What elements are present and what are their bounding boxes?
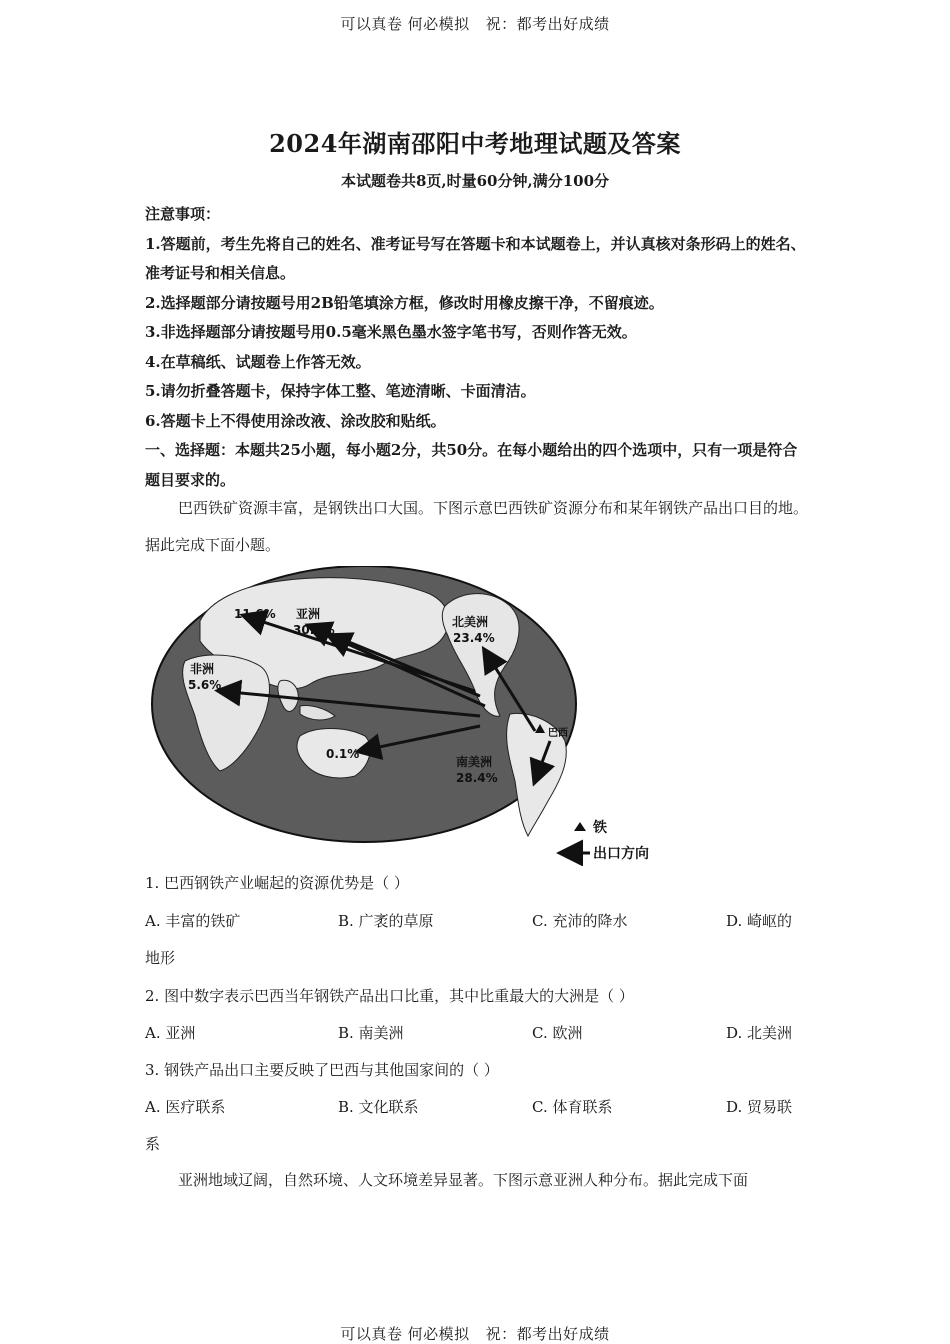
option-c[interactable]: C. 体育联系: [532, 1098, 613, 1116]
option-c[interactable]: C. 充沛的降水: [532, 912, 628, 930]
question-stem: 2. 图中数字表示巴西当年钢铁产品出口比重，其中比重最大的大洲是（ ）: [145, 987, 634, 1005]
option-d-continuation: 系: [145, 1135, 161, 1153]
page-header: [0, 13, 950, 34]
footer-motto: 可以真卷 何必模拟: [340, 1325, 470, 1343]
header-wish: 祝：都考出好成绩: [485, 15, 610, 33]
map-label-na-pct: 23.4%: [453, 631, 495, 645]
question-stem: 1. 巴西钢铁产业崛起的资源优势是（ ）: [145, 874, 409, 892]
notes-heading: 注意事项：: [145, 205, 221, 223]
note-item: 6.答题卡上不得使用涂改液、涂改胶和贴纸。: [145, 411, 446, 430]
question-options: [145, 910, 810, 932]
option-a[interactable]: A. 丰富的铁矿: [145, 912, 241, 930]
map-label-na-name: 北美洲: [452, 615, 489, 629]
question-options: [145, 1022, 810, 1044]
page-footer: [0, 1323, 950, 1344]
note-item: 5.请勿折叠答题卡，保持字体工整、笔迹清晰、卡面清洁。: [145, 382, 536, 400]
note-item: 1.答题前，考生先将自己的姓名、准考证号写在答题卡和本试题卷上，并认真核对条形码上的姓名、准考证号和相关信息。: [145, 234, 806, 282]
map-label-asia-name: 亚洲: [296, 607, 321, 621]
option-d[interactable]: D. 崎岖的: [726, 912, 793, 930]
option-d-continuation: 地形: [145, 949, 176, 967]
map-legend: [562, 819, 649, 862]
exam-notes: [145, 200, 810, 495]
map-label-oceania-pct: 0.1%: [326, 747, 360, 761]
page-subtitle: 本试题卷共8页,时量60分钟,满分100分: [340, 172, 610, 190]
map-label-africa-name: 非洲: [190, 662, 215, 676]
section-instructions: 一、选择题：本题共25小题，每小题2分，共50分。在每小题给出的四个选项中，只有一项是符合题目要求的。: [145, 441, 798, 489]
option-b[interactable]: B. 文化联系: [338, 1098, 419, 1116]
note-item: 4.在草稿纸、试题卷上作答无效。: [145, 352, 371, 371]
map-label-sa-name: 南美洲: [456, 755, 493, 769]
brazil-iron-export-map: [150, 566, 670, 866]
option-a[interactable]: A. 亚洲: [145, 1024, 196, 1042]
world-map-figure: [150, 566, 670, 866]
footer-wish: 祝：都考出好成绩: [485, 1325, 610, 1343]
legend-export-label: 出口方向: [593, 846, 649, 862]
legend-iron-icon: [574, 822, 586, 831]
note-item: 2.选择题部分请按题号用2B铅笔填涂方框，修改时用橡皮擦干净，不留痕迹。: [145, 293, 664, 312]
legend-iron-label: 铁: [593, 820, 607, 836]
option-a[interactable]: A. 医疗联系: [145, 1098, 226, 1116]
question-intro-asia: 亚洲地域辽阔，自然环境、人文环境差异显著。下图示意亚洲人种分布。据此完成下面: [178, 1171, 749, 1189]
map-label-europe-pct: 11.6%: [234, 607, 276, 621]
question-stem: 3. 钢铁产品出口主要反映了巴西与其他国家间的（ ）: [145, 1061, 499, 1079]
option-d[interactable]: D. 北美洲: [726, 1024, 793, 1042]
map-label-brazil: 巴西: [548, 728, 568, 739]
header-motto: 可以真卷 何必模拟: [340, 15, 470, 33]
option-d[interactable]: D. 贸易联: [726, 1098, 793, 1116]
question-intro-brazil: 巴西铁矿资源丰富，是钢铁出口大国。下图示意巴西铁矿资源分布和某年钢铁产品出口目的地。据此完成下面小题。: [145, 499, 809, 554]
option-b[interactable]: B. 南美洲: [338, 1024, 404, 1042]
option-c[interactable]: C. 欧洲: [532, 1024, 583, 1042]
note-item: 3.非选择题部分请按题号用0.5毫米黑色墨水签字笔书写，否则作答无效。: [145, 323, 637, 341]
page-title: 2024年湖南邵阳中考地理试题及答案: [269, 129, 681, 158]
question-options: [145, 1096, 810, 1118]
map-label-asia-pct: 30.9%: [293, 623, 335, 637]
map-label-sa-pct: 28.4%: [456, 771, 498, 785]
option-b[interactable]: B. 广袤的草原: [338, 912, 434, 930]
map-label-africa-pct: 5.6%: [188, 678, 222, 692]
